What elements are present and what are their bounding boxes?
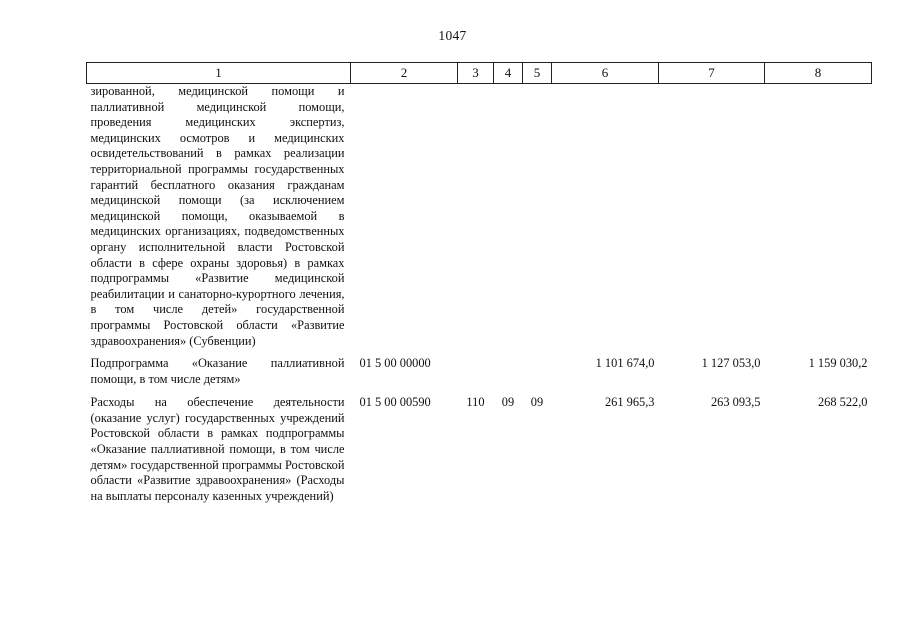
column-number-5: 5 bbox=[523, 63, 552, 84]
column-number-4: 4 bbox=[494, 63, 523, 84]
row-target-code: 01 5 00 00000 bbox=[359, 356, 431, 371]
row-amount-year-3: 1 159 030,2 bbox=[808, 356, 868, 371]
column-number-7: 7 bbox=[659, 63, 765, 84]
budget-table bbox=[86, 62, 872, 504]
row-expense-type bbox=[458, 349, 494, 387]
row-amount-year-3: 268 522,0 bbox=[817, 395, 868, 410]
row-expense-type: 110 bbox=[466, 395, 485, 410]
row-section bbox=[494, 349, 523, 387]
table-row bbox=[87, 387, 872, 504]
row-section bbox=[494, 84, 523, 350]
column-number-3: 3 bbox=[458, 63, 494, 84]
row-amount-year-3 bbox=[765, 84, 872, 350]
column-number-1: 1 bbox=[87, 63, 351, 84]
row-amount-year-1: 1 101 674,0 bbox=[595, 356, 655, 371]
row-target-code bbox=[351, 84, 458, 350]
column-number-8: 8 bbox=[765, 63, 872, 84]
page-number: 1047 bbox=[438, 28, 467, 43]
table-row bbox=[87, 84, 872, 350]
row-amount-year-1: 261 965,3 bbox=[604, 395, 655, 410]
row-amount-year-2: 263 093,5 bbox=[710, 395, 761, 410]
column-number-6: 6 bbox=[552, 63, 659, 84]
row-amount-year-2 bbox=[659, 84, 765, 350]
row-subsection: 09 bbox=[530, 395, 544, 410]
row-target-code: 01 5 00 00590 bbox=[359, 395, 431, 410]
row-subsection bbox=[523, 349, 552, 387]
column-numbers-row bbox=[87, 63, 872, 84]
row-name: Подпрограмма «Оказание паллиативной помощи, в том числе детям» bbox=[90, 356, 345, 386]
row-name: зированной, медицинской помощи и паллиативной медицинской помощи, проведения медицинских экспертиз, медицинских осмотров и медицинских освидетельствований в рамках реализации территориальной программы государственных гарантий бесплатного оказания гражданам медицинской помощи (за исключением медицинской помощи, оказываемой в медицинских организациях, подведомственных органу исполнительной власти Ростовской области в сфере охраны здоровья) в рамках подпрограммы «Развитие медицинской реабилитации и санаторно-курортного лечения, в том числе детей» государственной программы Ростовской области «Развитие здравоохранения» (Субвенции) bbox=[90, 84, 345, 348]
column-number-2: 2 bbox=[351, 63, 458, 84]
row-subsection bbox=[523, 84, 552, 350]
table-row bbox=[87, 349, 872, 387]
row-section: 09 bbox=[501, 395, 515, 410]
row-name: Расходы на обеспечение деятельности (оказание услуг) государственных учреждений Ростовской области в рамках подпрограммы «Оказание паллиативной помощи, в том числе детям» государственной программы Ростовской области «Развитие здравоохранения» (Расходы на выплаты персоналу казенных учреждений) bbox=[90, 395, 345, 503]
row-expense-type bbox=[458, 84, 494, 350]
row-amount-year-1 bbox=[552, 84, 659, 350]
row-amount-year-2: 1 127 053,0 bbox=[701, 356, 761, 371]
